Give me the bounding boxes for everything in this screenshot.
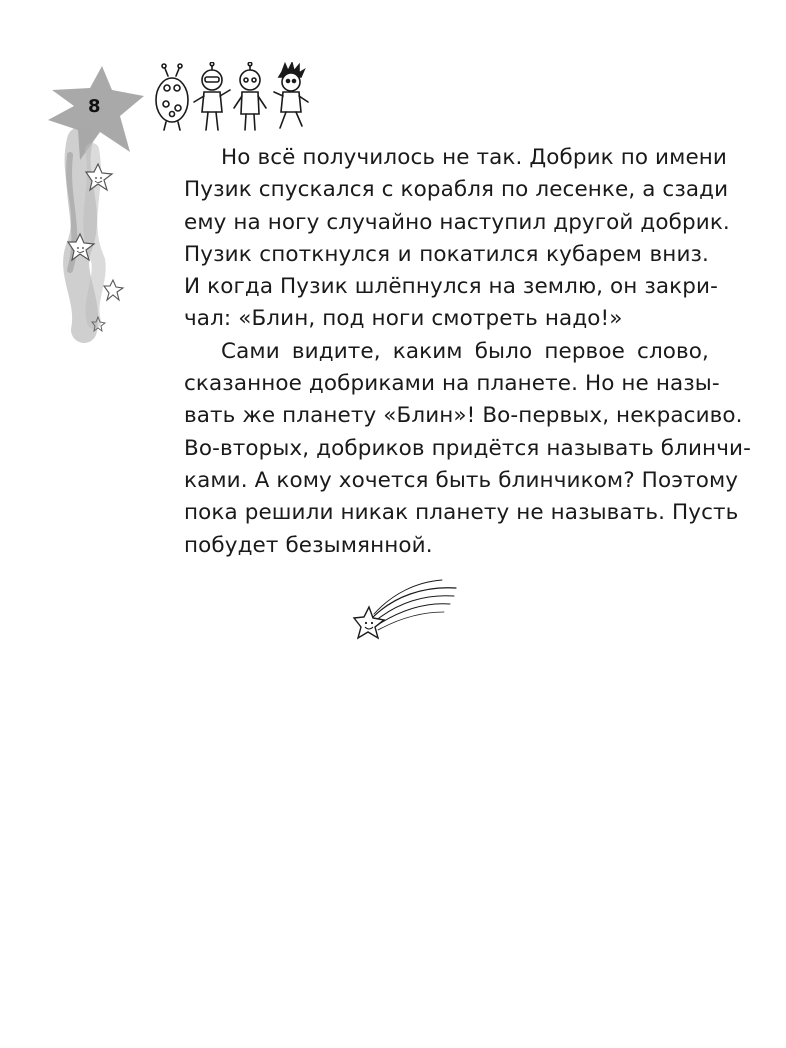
text-line: И когда Пузик шлёпнулся на землю, он закри- xyxy=(184,274,718,300)
text-line: Пузик спускался с корабля по лесенке, а сзади xyxy=(184,177,729,203)
text-line: чал: «Блин, под ноги смотреть надо!» xyxy=(184,306,623,332)
page-number: 8 xyxy=(88,96,101,117)
paragraph-1 xyxy=(146,142,730,336)
shooting-star-icon xyxy=(344,574,462,656)
text-line: вать же планету «Блин»! Во-первых, некрасиво. xyxy=(184,403,743,429)
text-line: Но всё получилось не так. Добрик по имени xyxy=(221,145,728,170)
text-line: Сами видите, каким было первое слово, xyxy=(221,338,709,364)
text-line: пока решили никак планету не называть. Пусть xyxy=(184,500,739,526)
story-text xyxy=(146,142,751,562)
paragraph-2 xyxy=(146,336,751,562)
text-line: Во-вторых, добриков придётся называть блинчи- xyxy=(184,435,751,461)
text-line: Пузик споткнулся и покатился кубарем вниз. xyxy=(184,241,709,267)
text-line: ему на ногу случайно наступил другой добрик. xyxy=(184,209,730,235)
text-line: сказанное добриками на планете. Но не назы- xyxy=(184,371,720,397)
text-line: побудет безымянной. xyxy=(184,532,433,558)
four-dobrik-characters-icon xyxy=(146,62,311,134)
text-line: ками. А кому хочется быть блинчиком? Поэтому xyxy=(184,467,739,493)
